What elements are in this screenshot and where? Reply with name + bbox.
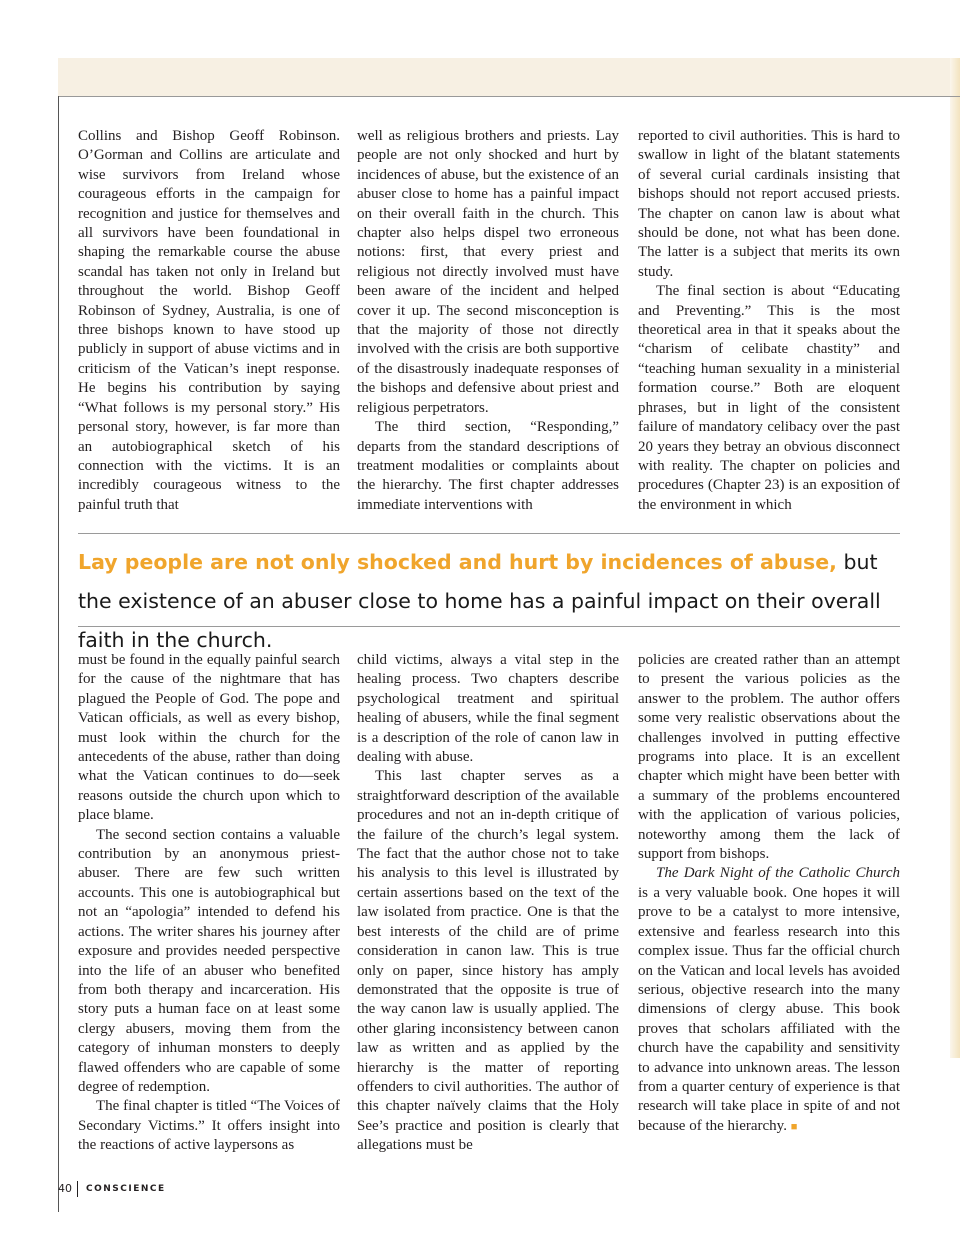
column-bottom-left	[78, 651, 340, 1156]
left-margin-rule	[58, 96, 59, 1212]
paragraph	[638, 864, 900, 1137]
column-bottom-middle	[357, 651, 619, 1156]
top-rule	[58, 96, 960, 97]
paragraph: The third section, “Responding,” departs from the standard descriptions of treatment modalities or complaints about the hierarchy. The first chapter addresses immediate interventions with	[357, 419, 619, 513]
column-top-right	[638, 127, 900, 515]
column-bottom-right	[638, 651, 900, 1137]
column-top-left	[78, 127, 340, 515]
column-top-middle	[357, 127, 619, 515]
paragraph: policies are created rather than an attempt to present the various policies as the answer to the problem. The author offers some very realistic observations about the challenges involved in putting effective programs into place. It is an excellent chapter which might have been better with a summary of the problems encountered with the application of various policies, noteworthy among them the lack of support from bishops.	[638, 652, 900, 863]
pullquote-text: but the existence of an abuser close to home has a painful impact on their overall faith in the church.	[78, 550, 881, 652]
paragraph: child victims, always a vital step in the healing process. Two chapters describe psychological treatment and spiritual healing of abusers, while the final segment is a description of the role of canon law in dealing with abuse.	[357, 652, 619, 766]
paragraph: The final section is about “Educating and Preventing.” This is the most theoretical area in that it speaks about the “charism of celibate chastity” and “teaching human sexuality in a ministerial formation course.” Both are eloquent phrases, but in light of the consistent failure of mandatory celibacy over the past 20 years they betray an obvious disconnect with reality. The chapter on policies and procedures (Chapter 23) is an exposition of the environment in which	[638, 283, 900, 513]
top-color-band	[58, 58, 960, 96]
pullquote-rule-top	[78, 533, 900, 534]
paragraph-text: is a very valuable book. One hopes it will prove to be a catalyst to more intensive, extensive and fearless research into this complex issue. Thus far the official church on the Vatican and local levels has avoided serious, objective research into the many dimensions of clergy abuse. This book proves that scholars affiliated with the church have the capability and sensitivity to advance into unknown areas. The lesson from a quarter century of experience is that research will take place in spite of and not because of the hierarchy.	[638, 884, 900, 1134]
page-number: 40	[58, 1182, 72, 1195]
book-title: The Dark Night of the Catholic Church	[656, 865, 900, 882]
pullquote	[78, 543, 908, 660]
paragraph: reported to civil authorities. This is hard to swallow in light of the blatant statements of several curial cardinals insisting that bishops should not report accused priests. The chapter on canon law is about what should be done, not what has been done. The latter is a subject that merits its own study.	[638, 128, 900, 280]
paragraph: This last chapter serves as a straightforward description of the available procedures and not an in-depth critique of the failure of the church’s legal system. The fact that the author chose not to take his analysis to this level is illustrated by certain assertions based on the text of the law isolated from practice. One is that the best interests of the child are of prime consideration in canon law. This is true only on paper, since history has amply demonstrated that the opposite is true of the way canon law is usually applied. The other glaring inconsistency between canon law as written and as applied by the hierarchy is the matter of reporting offenders to civil authorities. The author of this chapter naïvely claims that the Holy See’s practice and position is clearly that allegations must be	[357, 768, 619, 1154]
footer-separator	[77, 1181, 78, 1197]
paragraph: The final chapter is titled “The Voices of Secondary Victims.” It offers insight into the reactions of active laypersons as	[78, 1098, 340, 1154]
paragraph: must be found in the equally painful search for the cause of the nightmare that has plagued the People of God. The pope and Vatican officials, as well as every bishop, must look within the church for the antecedents of the abuse, rather than doing what the Vatican continues to do—seek reasons outside the church upon which to place blame.	[78, 652, 340, 824]
pullquote-rule-bottom	[78, 626, 900, 627]
paragraph: Collins and Bishop Geoff Robinson. O’Gorman and Collins are articulate and wise survivors from Ireland whose courageous efforts in the campaign for recognition and justice for themselves and all survivors have been foundational in shaping the remarkable course the abuse scandal has taken not only in Ireland but throughout the world. Bishop Geoff Robinson of Sydney, Australia, is one of three bishops known to have stood up publicly in support of abuse victims and in criticism of the Vatican’s inept response. He begins his contribution by saying “What follows is my personal story.” His personal story, however, is far more than an autobiographical sketch of his connection with the victims. It is an incredibly courageous witness to the painful truth that	[78, 128, 340, 513]
paragraph: well as religious brothers and priests. Lay people are not only shocked and hurt by incidences of abuse, but the existence of an abuser close to home has a painful impact on their overall faith in the church. This chapter also helps dispel two erroneous notions: first, that every priest and religious not directly involved must have been aware of the incident and helped cover it up. The second misconception is that the majority of those not directly involved with the crisis are both supportive of the disastrously inadequate responses of the bishops and defensive about priest and religious perpetrators.	[357, 128, 619, 416]
paragraph: The second section contains a valuable contribution by an anonymous priest-abuser. There are few such written accounts. This one is autobiographical but not an “apologia” intended to defend his actions. The writer shares his journey after exposure and provides needed perspective into the life of an abuser who benefited from both therapy and incarceration. His story puts a human face on at least some clergy abusers, moving them from the category of inhuman monsters to deeply flawed offenders who are capable of some degree of redemption.	[78, 826, 340, 1095]
end-mark-icon: ■	[790, 1120, 798, 1133]
right-edge-shade	[950, 58, 960, 1058]
magazine-name: CONSCIENCE	[86, 1184, 166, 1194]
pullquote-highlight: Lay people are not only shocked and hurt by incidences of abuse,	[78, 550, 837, 574]
